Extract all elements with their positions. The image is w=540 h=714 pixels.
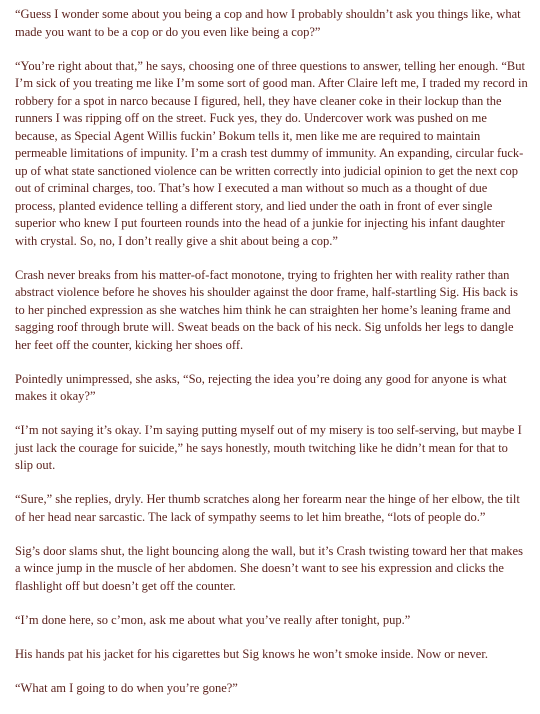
paragraph-6: “Sure,” she replies, dryly. Her thumb scratches along her forearm near the hinge of her elbow, the tilt of her head near sarcastic. The lack of sympathy seems to let him breathe, “lots of people do.”	[15, 492, 520, 524]
paragraph-8: “I’m done here, so c’mon, ask me about what you’ve really after tonight, pup.”	[15, 612, 411, 627]
paragraph-3: Crash never breaks from his matter-of-fact monotone, trying to frighten her with reality rather than abstract violence before he shoves his shoulder against the door frame, half-startling Sig. His back is to her pinched expression as she watches him think he can straighten her home’s leaning frame and sagging roof through brute will. Sweat beads on the back of his neck. Sig unfolds her legs to dangle her feet off the counter, kicking her shoes off.	[15, 267, 518, 352]
paragraph-9: His hands pat his jacket for his cigarettes but Sig knows he won’t smoke inside. Now or never.	[15, 646, 488, 661]
paragraph-4: Pointedly unimpressed, she asks, “So, rejecting the idea you’re doing any good for anyone is what makes it okay?”	[15, 371, 507, 403]
paragraph-7: Sig’s door slams shut, the light bouncing along the wall, but it’s Crash twisting toward her that makes a wince jump in the muscle of her abdomen. She doesn’t want to see his expression and clicks the flashlight off but doesn’t get off the counter.	[15, 543, 523, 593]
paragraph-10: “What am I going to do when you’re gone?”	[15, 680, 238, 695]
paragraph-1: “Guess I wonder some about you being a cop and how I probably shouldn’t ask you things like, what made you want to be a cop or do you even like being a cop?”	[15, 7, 521, 39]
paragraph-2: “You’re right about that,” he says, choosing one of three questions to answer, telling her enough. “But I’m sick of you treating me like I’m some sort of good man. After Claire left me, I traded my record in robbery for a spot in narco because I figured, hell, they have cleaner coke in their lockup than the runners I was ripping off on the street. Fuck yes, they do. Undercover work was pushed on me because, as Special Agent Willis fuckin’ Bokum tells it, men like me are required to maintain permeable limitations of impunity. I’m a crash test dummy of immunity. An expanding, circular fuck-up of what state sanctioned violence can be written correctly into judicial opinion to get the next cop out of criminal charges, too. That’s how I executed a man without so much as a thought of due process, planted evidence telling a different story, and lied under the oath in front of ever single superior who knew I put fourteen rounds into the head of a junkie for injecting his infant daughter with crystal. So, no, I don’t really give a shit about being a cop.”	[15, 58, 528, 248]
paragraph-5: “I’m not saying it’s okay. I’m saying putting myself out of my misery is too self-serving, but maybe I just lack the courage for suicide,” he says honestly, mouth twitching like he didn’t mean for that to slip out.	[15, 423, 522, 472]
story-text	[15, 6, 529, 714]
